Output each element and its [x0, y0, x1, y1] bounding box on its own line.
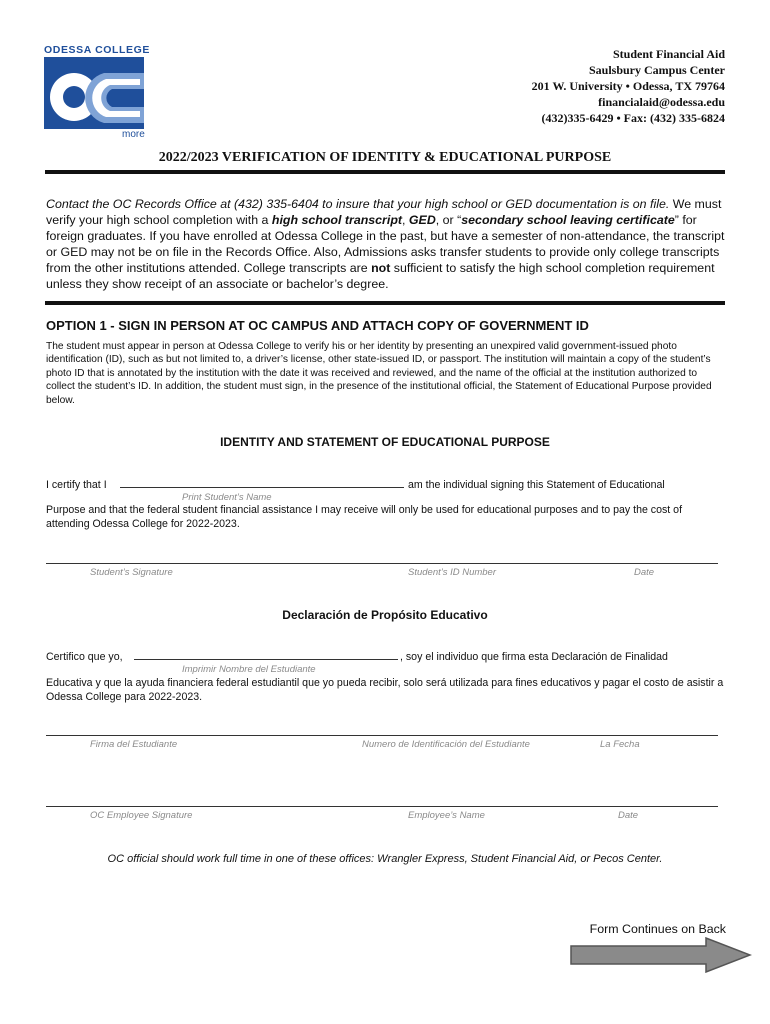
intro-certificate: secondary school leaving certificate: [461, 213, 675, 227]
option1-body: The student must appear in person at Odessa College to verify his or her identity by presenting an unexpired valid government-issued photo identification (ID), such as but not limited to, a driver’s license, other state-issued ID, or passport. The institution will maintain a copy of the student’s photo ID that is annotated by the institution with the date it was received and reviewed, and the name of the official at the institution authorized to collect the student’s ID. In addition, the student must sign, in the presence of the institutional official, the Statement of Educational Purpose provided below.: [46, 341, 712, 406]
office-email: financialaid@odessa.edu: [598, 95, 725, 109]
intro-paragraph: [46, 196, 728, 292]
intro-transcript: high school transcript: [271, 213, 403, 227]
spanish-heading: Declaración de Propósito Educativo: [282, 608, 488, 622]
name-caption: Print Student’s Name: [182, 492, 272, 503]
logo-tagline: more: [122, 129, 145, 140]
arrow-right-icon: [570, 937, 752, 973]
intro-contact: Contact the OC Records Office at (432) 335-6404 to insure that your high school or GED documentation is on file.: [46, 197, 670, 211]
nombre-field[interactable]: [134, 659, 398, 660]
intro-ged: GED: [408, 213, 436, 227]
statement-heading: IDENTITY AND STATEMENT OF EDUCATIONAL PURPOSE: [220, 435, 550, 449]
document-title: 2022/2023 VERIFICATION OF IDENTITY & EDUCATIONAL PURPOSE: [158, 150, 612, 165]
logo-name: ODESSA COLLEGE: [44, 44, 151, 56]
oc-logo-mark-icon: [44, 57, 144, 129]
continues-label: Form Continues on Back: [589, 922, 726, 936]
firma-line[interactable]: [46, 735, 718, 736]
employee-date-caption: Date: [618, 810, 639, 821]
intro-sep: ,: [402, 213, 409, 227]
identificacion-caption: Numero de Identificación del Estudiante: [362, 739, 530, 750]
student-name-field[interactable]: [120, 487, 404, 488]
employee-name-caption: Employee’s Name: [408, 810, 485, 821]
intro-text: We must verify your high school completion with a: [46, 197, 722, 227]
statement-continuation: Purpose and that the federal student financial assistance I may receive will only be used for educational purposes and to pay the cost of attending Odessa College for 2022-2023.: [46, 504, 683, 530]
firma-caption: Firma del Estudiante: [90, 739, 178, 750]
fecha-caption: La Fecha: [600, 739, 640, 750]
certify-suffix: am the individual signing this Statement of Educational: [408, 479, 665, 491]
student-signature-line[interactable]: [46, 563, 718, 564]
date-caption: Date: [634, 567, 655, 578]
intro-not: not: [371, 261, 391, 275]
employee-signature-line[interactable]: [46, 806, 718, 807]
title-rule: [45, 170, 725, 174]
certify-label: I certify that I: [46, 479, 107, 491]
footer-note: OC official should work full time in one of these offices: Wrangler Express, Student Financial Aid, or Pecos Center.: [107, 853, 663, 865]
intro-sep2: , or “: [435, 213, 462, 227]
intro-text2: ” for foreign graduates. If you have enrolled at Odessa College in the past, but have a semester of non-attendance, the transcript or GED may not be on file in the Records Office. Also, Admissions asks transfer students to provide only college transcripts from the other institutions attended. College transcripts are: [46, 213, 725, 275]
office-building: Saulsbury Campus Center: [588, 63, 725, 77]
certifico-label: Certifico que yo,: [46, 651, 123, 663]
certifico-suffix: , soy el individuo que firma esta Declaración de Finalidad: [400, 651, 668, 663]
office-address: [532, 46, 725, 126]
intro-text3: sufficient to satisfy the high school completion requirement unless they show receipt of an associate or bachelor’s degree.: [46, 261, 715, 291]
employee-signature-caption: OC Employee Signature: [90, 810, 193, 821]
odessa-college-logo: [42, 44, 151, 142]
option1-heading: OPTION 1 - SIGN IN PERSON AT OC CAMPUS AND ATTACH COPY OF GOVERNMENT ID: [46, 318, 589, 333]
office-name: Student Financial Aid: [612, 47, 725, 61]
intro-rule: [45, 301, 725, 305]
student-id-caption: Student’s ID Number: [408, 567, 497, 578]
office-street: 201 W. University • Odessa, TX 79764: [531, 79, 725, 93]
signature-caption: Student’s Signature: [90, 567, 173, 578]
spanish-continuation: Educativa y que la ayuda financiera federal estudiantil que yo pueda recibir, solo será utilizada para fines educativos y pagar el costo de asistir a Odessa College para 2022-2023.: [46, 677, 724, 703]
nombre-caption: Imprimir Nombre del Estudiante: [182, 664, 316, 675]
office-phone: (432)335-6429 • Fax: (432) 335-6824: [541, 111, 725, 125]
